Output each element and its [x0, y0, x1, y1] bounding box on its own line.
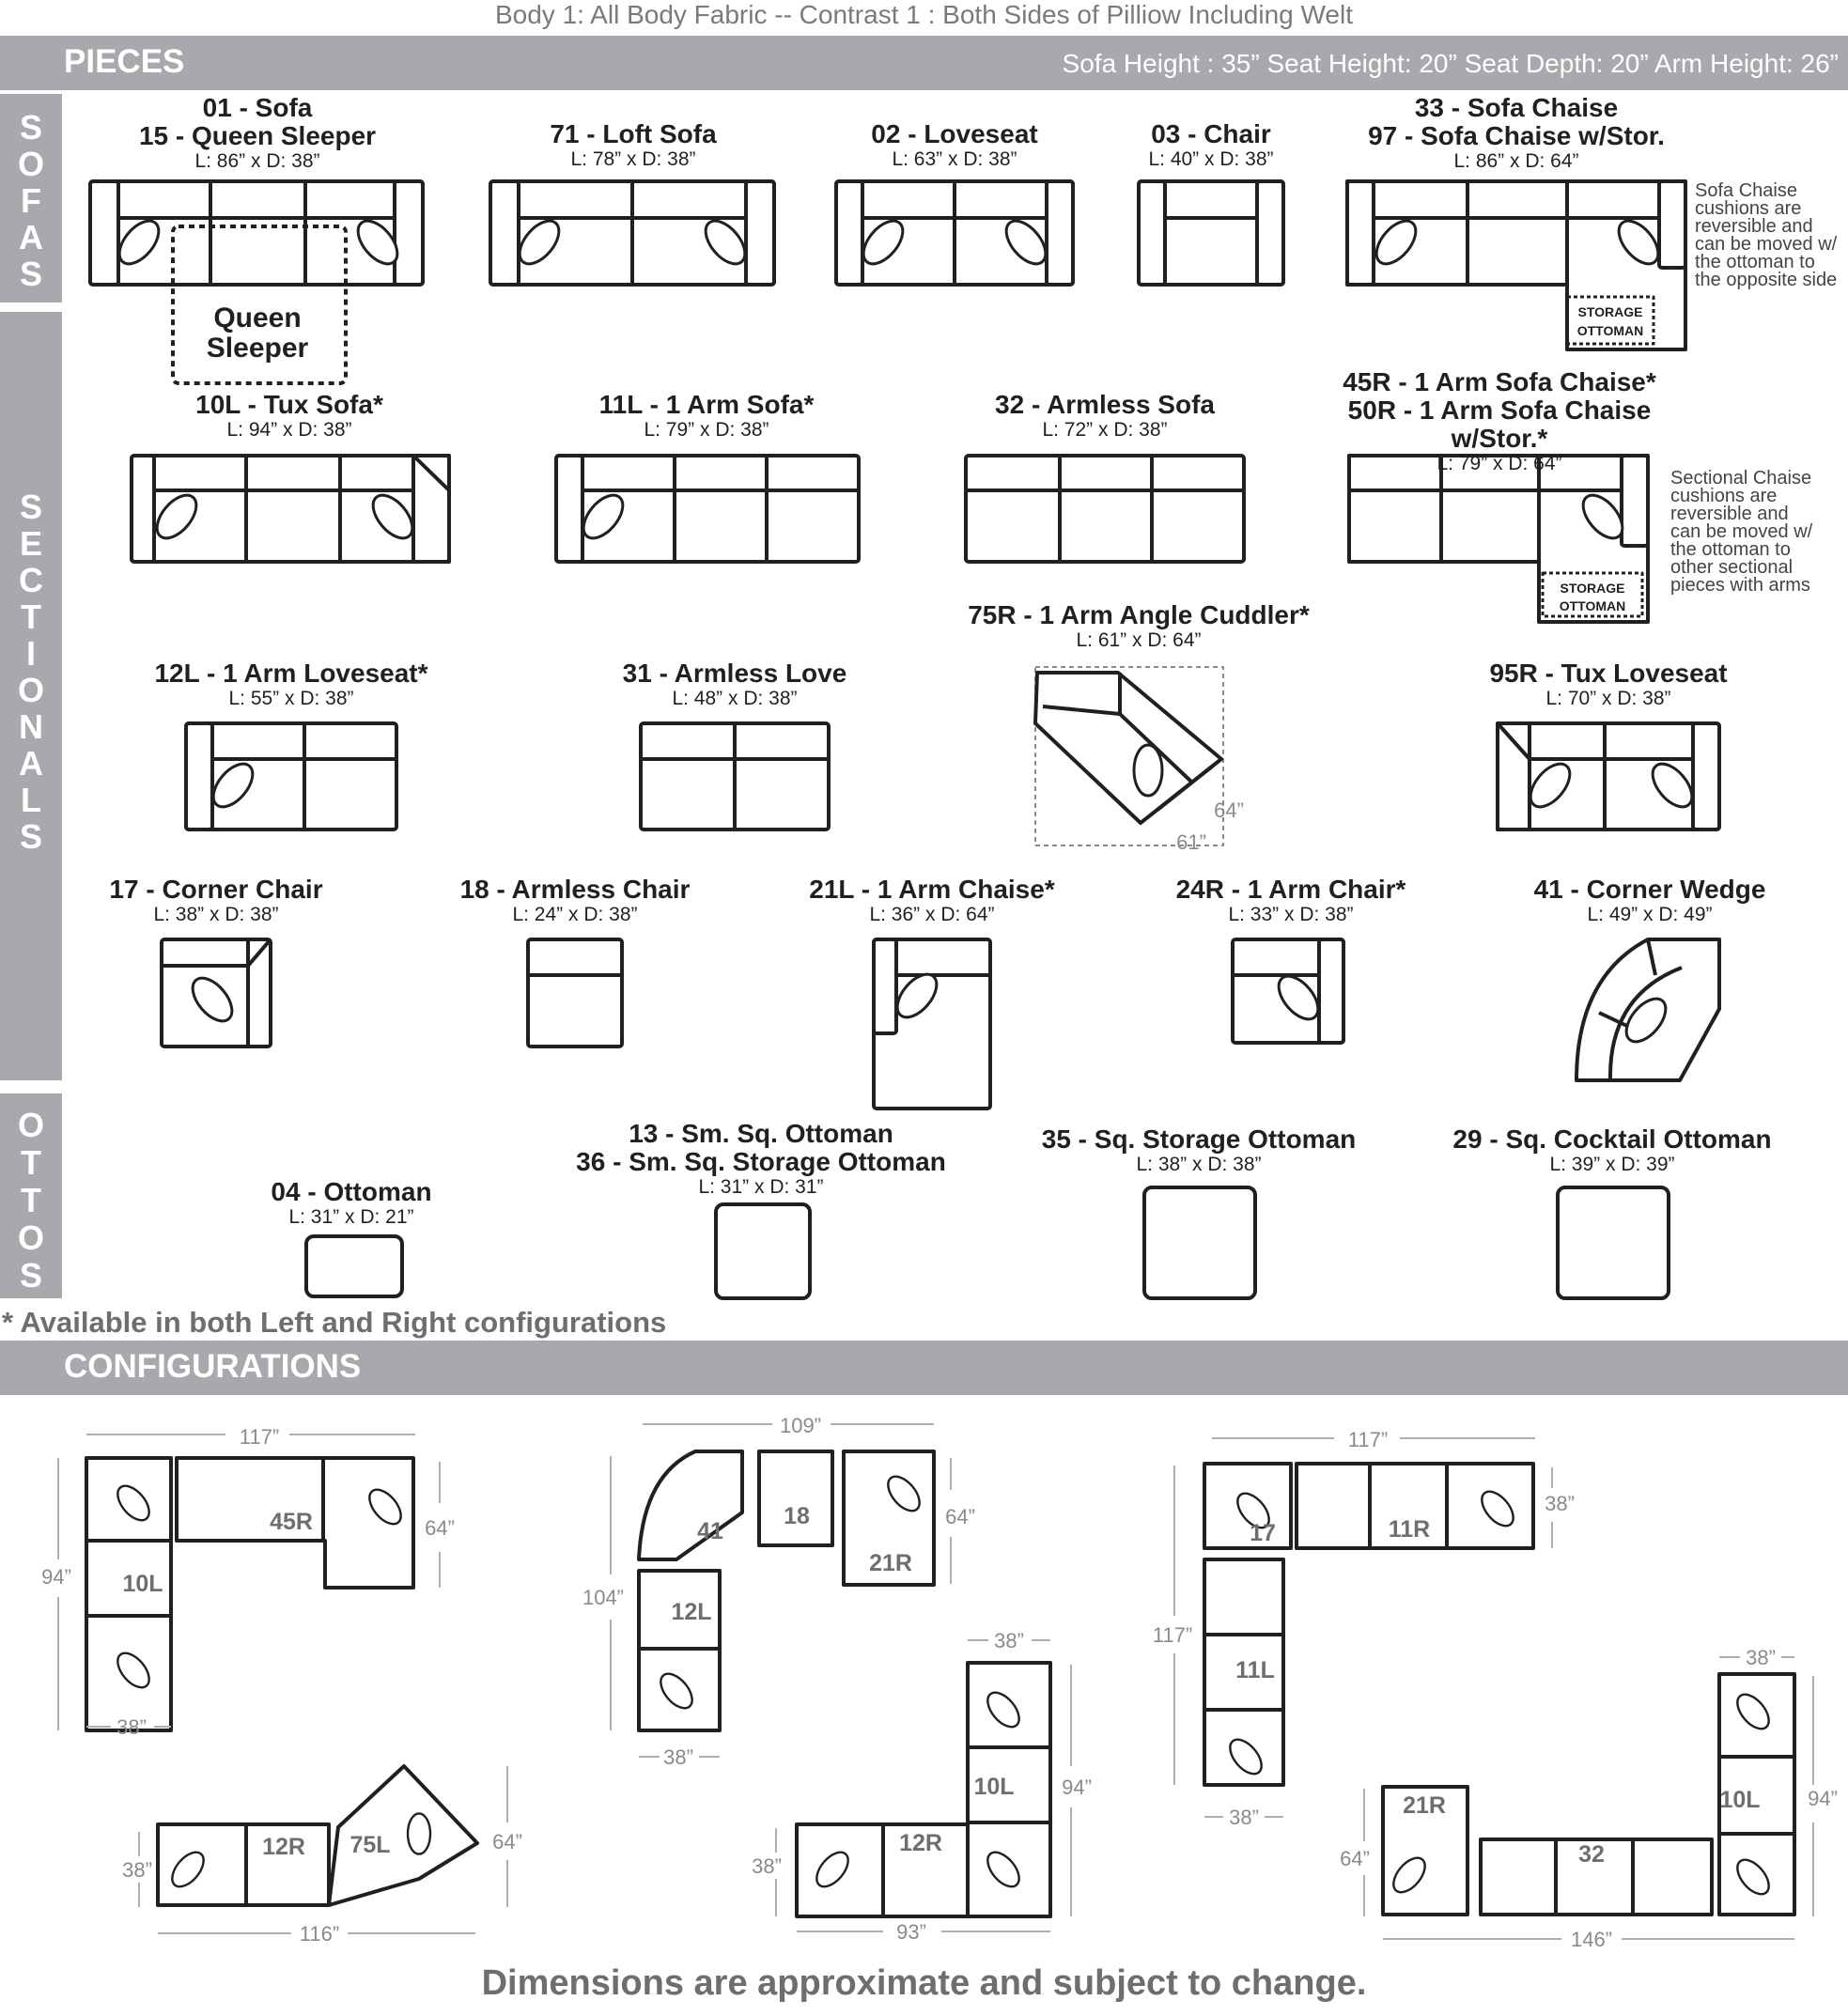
pieces-header	[0, 36, 1848, 90]
config-5-bottom: 38”	[1229, 1806, 1259, 1829]
side-otto-letter: O	[17, 1218, 44, 1257]
one-arm-sofa-11l-name: 11L - 1 Arm Sofa*	[598, 390, 815, 419]
side-sect-letter: T	[21, 597, 41, 636]
angle-cuddler-75r-drawing	[1035, 667, 1223, 845]
side-sect-letter: S	[19, 488, 42, 526]
config-1-width: 117”	[239, 1425, 280, 1449]
one-arm-sofa-chaise-45r-caption	[1326, 368, 1674, 475]
chair-03-drawing	[1139, 181, 1283, 285]
config-2-drawing	[158, 1766, 477, 1905]
config-4-label-10l: 10L	[973, 1774, 1015, 1800]
config-1-label-10l: 10L	[122, 1571, 163, 1597]
sq-cocktail-ottoman-29-name: 29 - Sq. Cocktail Ottoman	[1452, 1124, 1772, 1154]
disclaimer-footer: Dimensions are approximate and subject to change.	[481, 1963, 1367, 2003]
config-2-label-12r: 12R	[262, 1834, 305, 1860]
ottoman-04-dims: L: 31” x D: 21”	[288, 1206, 414, 1228]
config-2-width: 116”	[299, 1922, 340, 1946]
ottoman-04-drawing	[306, 1236, 402, 1296]
one-arm-loveseat-12l-name: 12L - 1 Arm Loveseat*	[154, 659, 428, 688]
tux-loveseat-95r-name: 95R - Tux Loveseat	[1489, 659, 1728, 688]
armless-chair-18-dims: L: 24” x D: 38”	[512, 904, 638, 925]
corner-wedge-41-caption	[1534, 876, 1766, 926]
armless-love-31-name: 31 - Armless Love	[622, 659, 847, 688]
sm-sq-ottoman-13-dims: L: 31” x D: 31”	[698, 1176, 824, 1198]
sectional-chaise-note: Sectional Chaise cushions are reversible and can be moved w/ the ottoman to other sectional pieces with arms	[1670, 468, 1813, 596]
one-arm-sofa-11l-drawing	[556, 456, 859, 562]
one-arm-chair-24r-dims: L: 33” x D: 38”	[1228, 904, 1354, 925]
sofa-01-name: 01 - Sofa 15 - Queen Sleeper	[138, 93, 377, 150]
sq-storage-ottoman-35-caption	[1042, 1125, 1357, 1176]
queen-sleeper-label-line1: Queen	[213, 302, 302, 333]
side-sofas-letter: A	[19, 218, 43, 256]
side-otto-letter: T	[21, 1143, 41, 1182]
chair-03-dims: L: 40” x D: 38”	[1148, 148, 1274, 170]
one-arm-sofa-11l-caption	[599, 391, 815, 442]
queen-sleeper-label-line2: Sleeper	[206, 333, 309, 364]
config-3-drawing	[639, 1451, 934, 1730]
sm-sq-ottoman-13-drawing	[716, 1204, 810, 1298]
storage-ottoman-label-2b: OTTOMAN	[1559, 598, 1626, 613]
config-4-label-12r: 12R	[899, 1830, 942, 1856]
side-sect-letter: E	[19, 524, 42, 563]
armless-sofa-32-drawing	[966, 456, 1244, 562]
config-2-label-75l: 75L	[349, 1832, 391, 1858]
ottoman-04-caption	[271, 1178, 431, 1229]
armless-chair-18-name: 18 - Armless Chair	[459, 875, 691, 904]
sofa-chaise-33-caption	[1368, 94, 1665, 173]
sq-storage-ottoman-35-dims: L: 38” x D: 38”	[1136, 1154, 1262, 1175]
angle-cuddler-75r-dims: L: 61” x D: 64”	[1076, 629, 1202, 651]
config-3-label-21r: 21R	[869, 1550, 912, 1576]
storage-ottoman-label-2a: STORAGE	[1560, 581, 1625, 596]
storage-ottoman-label-1b: OTTOMAN	[1576, 323, 1644, 338]
armless-chair-18-drawing	[528, 939, 622, 1047]
loft-sofa-71-name: 71 - Loft Sofa	[550, 119, 717, 148]
armless-love-31-caption	[623, 659, 847, 710]
one-arm-chaise-21l-name: 21L - 1 Arm Chaise*	[809, 875, 1055, 904]
one-arm-sofa-chaise-45r-drawing	[1349, 456, 1648, 622]
config-4-width: 93”	[896, 1920, 926, 1944]
sm-sq-ottoman-13-name: 13 - Sm. Sq. Ottoman 36 - Sm. Sq. Storage Ottoman	[576, 1119, 946, 1176]
side-otto-letter: O	[17, 1106, 44, 1144]
tux-loveseat-95r-caption	[1489, 659, 1727, 710]
side-sofas-letter: S	[19, 108, 42, 147]
availability-note: * Available in both Left and Right configurations	[2, 1306, 667, 1339]
ottoman-04-name: 04 - Ottoman	[271, 1177, 432, 1206]
armless-sofa-32-name: 32 - Armless Sofa	[995, 390, 1215, 419]
one-arm-sofa-11l-dims: L: 79” x D: 38”	[644, 419, 769, 441]
corner-wedge-41-dims: L: 49” x D: 49”	[1587, 904, 1713, 925]
loft-sofa-71-drawing	[490, 181, 774, 285]
one-arm-chair-24r-drawing	[1233, 939, 1343, 1043]
side-sect-letter: N	[19, 707, 43, 746]
config-6-label-21r: 21R	[1403, 1792, 1446, 1819]
sofa-01-caption	[139, 94, 376, 173]
one-arm-sofa-chaise-45r-name: 45R - 1 Arm Sofa Chaise* 50R - 1 Arm Sofa Chaise w/Stor.*	[1343, 367, 1656, 453]
loveseat-02-name: 02 - Loveseat	[871, 119, 1038, 148]
config-6-width: 146”	[1570, 1928, 1613, 1951]
corner-chair-17-dims: L: 38” x D: 38”	[153, 904, 279, 925]
config-2-height: 38”	[122, 1858, 152, 1882]
sofa-01-dims: L: 86” x D: 38”	[194, 150, 320, 172]
pieces-title: PIECES	[64, 43, 185, 80]
pieces-specs: Sofa Height : 35” Seat Height: 20” Seat Depth: 20” Arm Height: 26”	[1062, 49, 1839, 78]
config-6-label-32: 32	[1578, 1841, 1605, 1868]
config-5-drawing	[1204, 1464, 1533, 1785]
one-arm-loveseat-12l-drawing	[186, 723, 396, 830]
sq-storage-ottoman-35-name: 35 - Sq. Storage Ottoman	[1041, 1124, 1357, 1154]
armless-chair-18-caption	[460, 876, 691, 926]
side-otto-letter: T	[21, 1181, 41, 1219]
config-3-depth: 64”	[945, 1505, 975, 1528]
loveseat-02-dims: L: 63” x D: 38”	[892, 148, 1017, 170]
sofa-chaise-note: Sofa Chaise cushions are reversible and can be moved w/ the ottoman to the opposite side	[1695, 180, 1838, 290]
chair-03-caption	[1148, 120, 1273, 171]
tux-sofa-10l-name: 10L - Tux Sofa*	[195, 390, 383, 419]
config-3-bottom: 38”	[663, 1745, 693, 1769]
configurations-title: CONFIGURATIONS	[64, 1348, 362, 1385]
config-3-label-12l: 12L	[671, 1599, 712, 1625]
config-4-top: 38”	[994, 1629, 1024, 1652]
sectionals-side-bar	[0, 312, 62, 1080]
config-5-label-11l: 11L	[1235, 1657, 1275, 1683]
sofas-side-bar	[0, 94, 62, 302]
sq-cocktail-ottoman-29-drawing	[1558, 1187, 1669, 1298]
one-arm-chaise-21l-drawing	[874, 939, 990, 1109]
config-1-bottom: 38”	[116, 1715, 147, 1739]
one-arm-loveseat-12l-caption	[154, 659, 427, 710]
config-5-label-11r: 11R	[1388, 1516, 1431, 1543]
loveseat-02-drawing	[836, 181, 1073, 285]
config-1-depth: 64”	[425, 1516, 455, 1540]
armless-sofa-32-dims: L: 72” x D: 38”	[1042, 419, 1168, 441]
config-3-label-41: 41	[697, 1518, 723, 1544]
cuddler-length: 61”	[1176, 830, 1206, 854]
config-6-height: 64”	[1340, 1847, 1370, 1870]
side-sofas-letter: S	[19, 255, 42, 293]
angle-cuddler-75r-name: 75R - 1 Arm Angle Cuddler*	[968, 600, 1310, 629]
side-sofas-letter: O	[17, 145, 44, 183]
tux-loveseat-95r-dims: L: 70” x D: 38”	[1545, 688, 1671, 709]
one-arm-loveseat-12l-dims: L: 55” x D: 38”	[228, 688, 354, 709]
tux-sofa-10l-drawing	[132, 456, 449, 562]
side-sect-letter: S	[19, 817, 42, 856]
config-5-height: 117”	[1152, 1623, 1193, 1647]
sq-storage-ottoman-35-drawing	[1144, 1187, 1255, 1298]
ottos-side-bar	[0, 1093, 62, 1298]
config-6-label-10l: 10L	[1719, 1787, 1761, 1813]
sofa-chaise-33-dims: L: 86” x D: 64”	[1453, 150, 1579, 172]
one-arm-chaise-21l-dims: L: 36” x D: 64”	[869, 904, 995, 925]
side-sect-letter: C	[19, 561, 43, 599]
tux-sofa-10l-caption	[195, 391, 383, 442]
config-4-height: 38”	[752, 1854, 782, 1878]
storage-ottoman-label-1a: STORAGE	[1577, 304, 1643, 319]
corner-chair-17-drawing	[162, 939, 271, 1047]
config-1-label-45r: 45R	[270, 1509, 313, 1535]
config-2-depth: 64”	[492, 1830, 522, 1853]
tux-sofa-10l-dims: L: 94” x D: 38”	[226, 419, 352, 441]
one-arm-chaise-21l-caption	[809, 876, 1054, 926]
config-5-label-17: 17	[1250, 1520, 1276, 1546]
cuddler-depth: 64”	[1214, 799, 1244, 822]
fabric-note: Body 1: All Body Fabric -- Contrast 1 : Both Sides of Pilliow Including Welt	[494, 0, 1353, 29]
corner-chair-17-name: 17 - Corner Chair	[109, 875, 323, 904]
sq-cocktail-ottoman-29-caption	[1452, 1125, 1771, 1176]
config-3-label-18: 18	[784, 1503, 810, 1529]
corner-wedge-41-drawing	[1576, 939, 1719, 1080]
angle-cuddler-75r-caption	[968, 601, 1310, 652]
config-3-height: 104”	[582, 1586, 625, 1609]
corner-wedge-41-name: 41 - Corner Wedge	[1533, 875, 1766, 904]
side-sect-letter: A	[19, 744, 43, 783]
side-sect-letter: I	[25, 634, 36, 673]
config-5-depth: 38”	[1545, 1492, 1575, 1515]
chair-03-name: 03 - Chair	[1151, 119, 1271, 148]
sofa-chaise-33-name: 33 - Sofa Chaise 97 - Sofa Chaise w/Stor.	[1368, 93, 1665, 150]
loveseat-02-caption	[871, 120, 1037, 171]
tux-loveseat-95r-drawing	[1498, 723, 1719, 830]
configurations-header	[0, 1341, 1848, 1395]
loft-sofa-71-dims: L: 78” x D: 38”	[570, 148, 696, 170]
side-sect-letter: L	[21, 781, 41, 819]
side-sect-letter: O	[17, 671, 44, 709]
one-arm-chair-24r-caption	[1176, 876, 1406, 926]
armless-love-31-dims: L: 48” x D: 38”	[672, 688, 798, 709]
armless-love-31-drawing	[641, 723, 829, 830]
config-3-width: 109”	[779, 1414, 822, 1437]
armless-sofa-32-caption	[995, 391, 1215, 442]
one-arm-sofa-chaise-45r-dims: L: 79” x D: 64”	[1436, 453, 1562, 474]
side-otto-letter: S	[19, 1256, 42, 1295]
config-5-width: 117”	[1347, 1428, 1389, 1451]
config-1-height: 94”	[41, 1565, 71, 1589]
sm-sq-ottoman-13-caption	[576, 1120, 946, 1199]
config-4-depth: 94”	[1062, 1776, 1092, 1799]
corner-chair-17-caption	[109, 876, 322, 926]
sq-cocktail-ottoman-29-dims: L: 39” x D: 39”	[1549, 1154, 1675, 1175]
config-6-top: 38”	[1746, 1646, 1776, 1669]
config-6-depth: 94”	[1808, 1787, 1838, 1810]
one-arm-chair-24r-name: 24R - 1 Arm Chair*	[1175, 875, 1406, 904]
side-sofas-letter: F	[21, 181, 41, 220]
loft-sofa-71-caption	[550, 120, 716, 171]
